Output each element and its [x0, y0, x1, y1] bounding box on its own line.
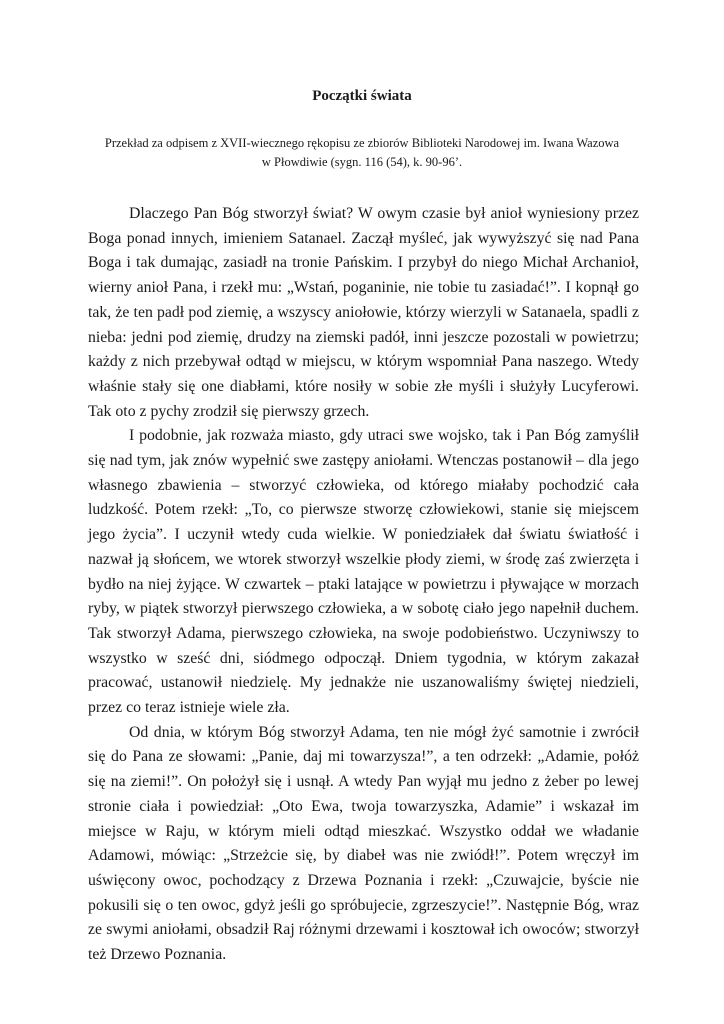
document-subtitle	[86, 134, 638, 172]
document-title: Początki świata	[312, 88, 412, 104]
paragraph: Od dnia, w którym Bóg stworzył Adama, ten nie mógł żyć samotnie i zwrócił się do Pana ze słowami: „Panie, daj mi towarzysza!”, a ten odrzekł: „Adamie, połóż się na ziemi!”. On położył się i usnął. A wtedy Pan wyjął mu jedno z żeber po lewej stronie ciała i powiedział: „Oto Ewa, twoja towarzyszka, Adamie” i wskazał im miejsce w Raju, w którym mieli odtąd mieszkać. Wszystko oddał we władanie Adamowi, mówiąc: „Strzeżcie się, by diabeł was nie zwiódł!”. Potem wręczył im uświęcony owoc, pochodzący z Drzewa Poznania i rzekł: „Czuwajcie, byście nie pokusili się o ten owoc, gdyż jeśli go spróbujecie, zgrzeszycie!”. Następnie Bóg, wraz ze swymi aniołami, obsadził Raj różnymi drzewami i kosztował ich owoców; stworzył też Drzewo Poznania.	[88, 723, 639, 964]
paragraph: I podobnie, jak rozważa miasto, gdy utraci swe wojsko, tak i Pan Bóg zamyślił się nad tym, jak znów wypełnić swe zastępy aniołami. Wtenczas postanowił – dla jego własnego zbawienia – stworzyć człowieka, od którego miałaby pochodzić cała ludzkość. Potem rzekł: „To, co pierwsze stworzę człowiekowi, stanie się miejscem jego życia”. I uczynił wtedy cuda wielkie. W poniedziałek dał światu światłość i nazwał ją słońcem, we wtorek stworzył wszelkie płody ziemi, w środę zaś zwierzęta i bydło na niej żyjące. W czwartek – ptaki latające w powietrzu i pływające w morzach ryby, w piątek stworzył pierwszego człowieka, a w sobotę ciało jego napełnił duchem. Tak stworzył Adama, pierwszego człowieka, na swoje podobieństwo. Uczyniwszy to wszystko w sześć dni, siódmego odpoczął. Dniem tygodnia, w którym zakazał pracować, ustanowił niedzielę. My jednakże nie uszanowaliśmy świętej niedzieli, przez co teraz istnieje wiele zła.	[88, 427, 639, 717]
paragraph: Dlaczego Pan Bóg stworzył świat? W owym czasie był anioł wyniesiony przez Boga ponad innych, imieniem Satanael. Zaczął myśleć, jak wywyższyć się nad Pana Boga i tak dumając, zasiadł na tronie Pańskim. I przybył do niego Michał Archanioł, wierny anioł Pana, i rzekł mu: „Wstań, poganinie, nie tobie tu zasiadać!”. I kopnął go tak, że ten padł pod ziemię, a wszyscy aniołowie, którzy wierzyli w Satanaela, spadli z nieba: jedni pod ziemię, drudzy na ziemski padół, inni jeszcze pozostali w powietrzu; każdy z nich przebywał odtąd w miejscu, w którym wspomniał Pana naszego. Wtedy właśnie stały się one diabłami, które nosiły w sobie złe myśli i służyły Lucyferowi. Tak oto z pychy zrodził się pierwszy grzech.	[88, 205, 639, 420]
subtitle-line: w Płowdiwie (sygn. 116 (54), k. 90-96’.	[261, 155, 463, 169]
subtitle-line: Przekład za odpisem z XVII-wiecznego rękopisu ze zbiorów Biblioteki Narodowej im. Iwana Wazowa	[104, 136, 620, 150]
document-body	[88, 202, 639, 968]
